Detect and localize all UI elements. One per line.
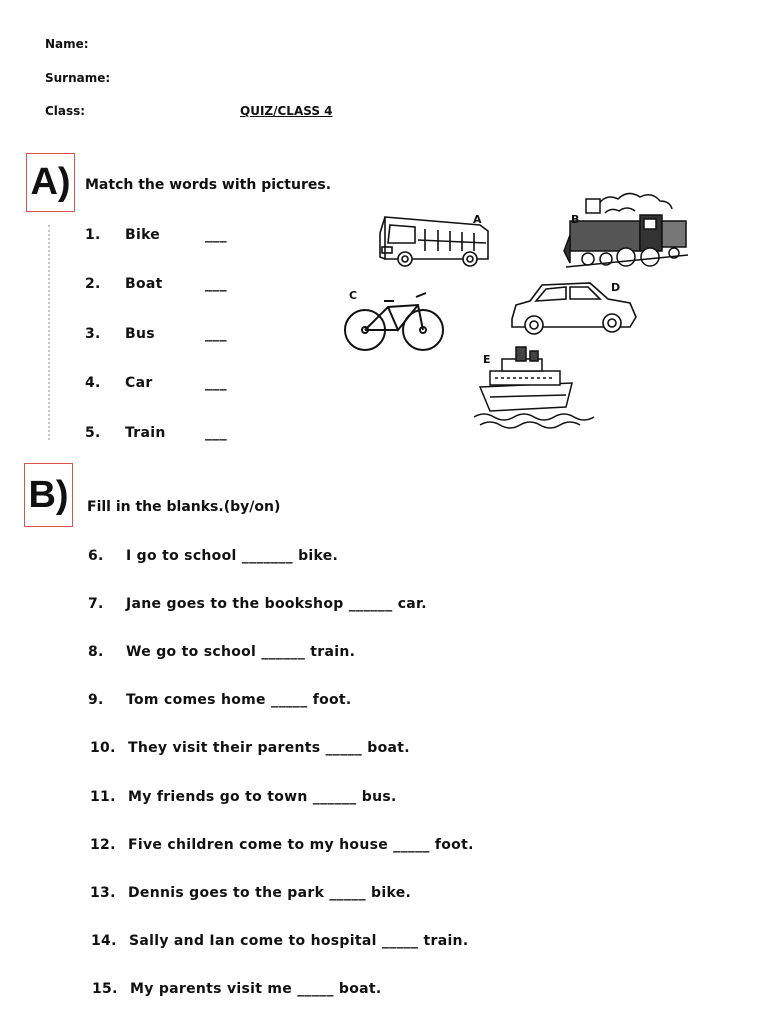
fill-item: 7. Jane goes to the bookshop ______ car. [88,596,427,612]
fill-item: 11. My friends go to town ______ bus. [90,789,397,805]
margin-dots [48,225,54,440]
surname-label: Surname: [45,71,111,85]
bus-letter: A [473,213,482,226]
car-letter: D [611,281,621,294]
fill-item: 13. Dennis goes to the park _____ bike. [90,885,412,901]
bus-icon [380,217,488,266]
fill-item: 8. We go to school ______ train. [88,644,356,660]
match-item: 1. Bike ___ [85,227,227,243]
bike-letter: C [349,289,358,302]
fill-item: 9. Tom comes home _____ foot. [88,692,352,708]
match-item: 3. Bus ___ [85,326,227,342]
section-b-marker: B) [24,463,73,527]
fill-item: 6. I go to school _______ bike. [88,548,339,564]
fill-item: 14. Sally and Ian come to hospital _____ train. [91,933,469,949]
fill-item: 10. They visit their parents _____ boat. [90,740,410,756]
ship-letter: E [483,353,491,366]
train-icon [564,193,688,267]
match-item: 4. Car ___ [85,375,227,391]
class-label: Class: [45,104,86,118]
section-b-instruction: Fill in the blanks.(by/on) [87,499,281,515]
match-item: 2. Boat ___ [85,276,227,292]
fill-item: 12. Five children come to my house _____ foot. [90,837,474,853]
vehicle-pictures [330,185,700,435]
quiz-title: QUIZ/CLASS 4 [240,104,333,118]
match-item: 5. Train ___ [85,425,227,441]
section-a-instruction: Match the words with pictures. [85,177,332,193]
name-label: Name: [45,37,89,51]
fill-item: 15. My parents visit me _____ boat. [92,981,382,997]
bike-icon [345,293,443,350]
ship-icon [474,347,594,428]
train-letter: B [571,213,580,226]
section-a-marker: A) [26,153,75,212]
